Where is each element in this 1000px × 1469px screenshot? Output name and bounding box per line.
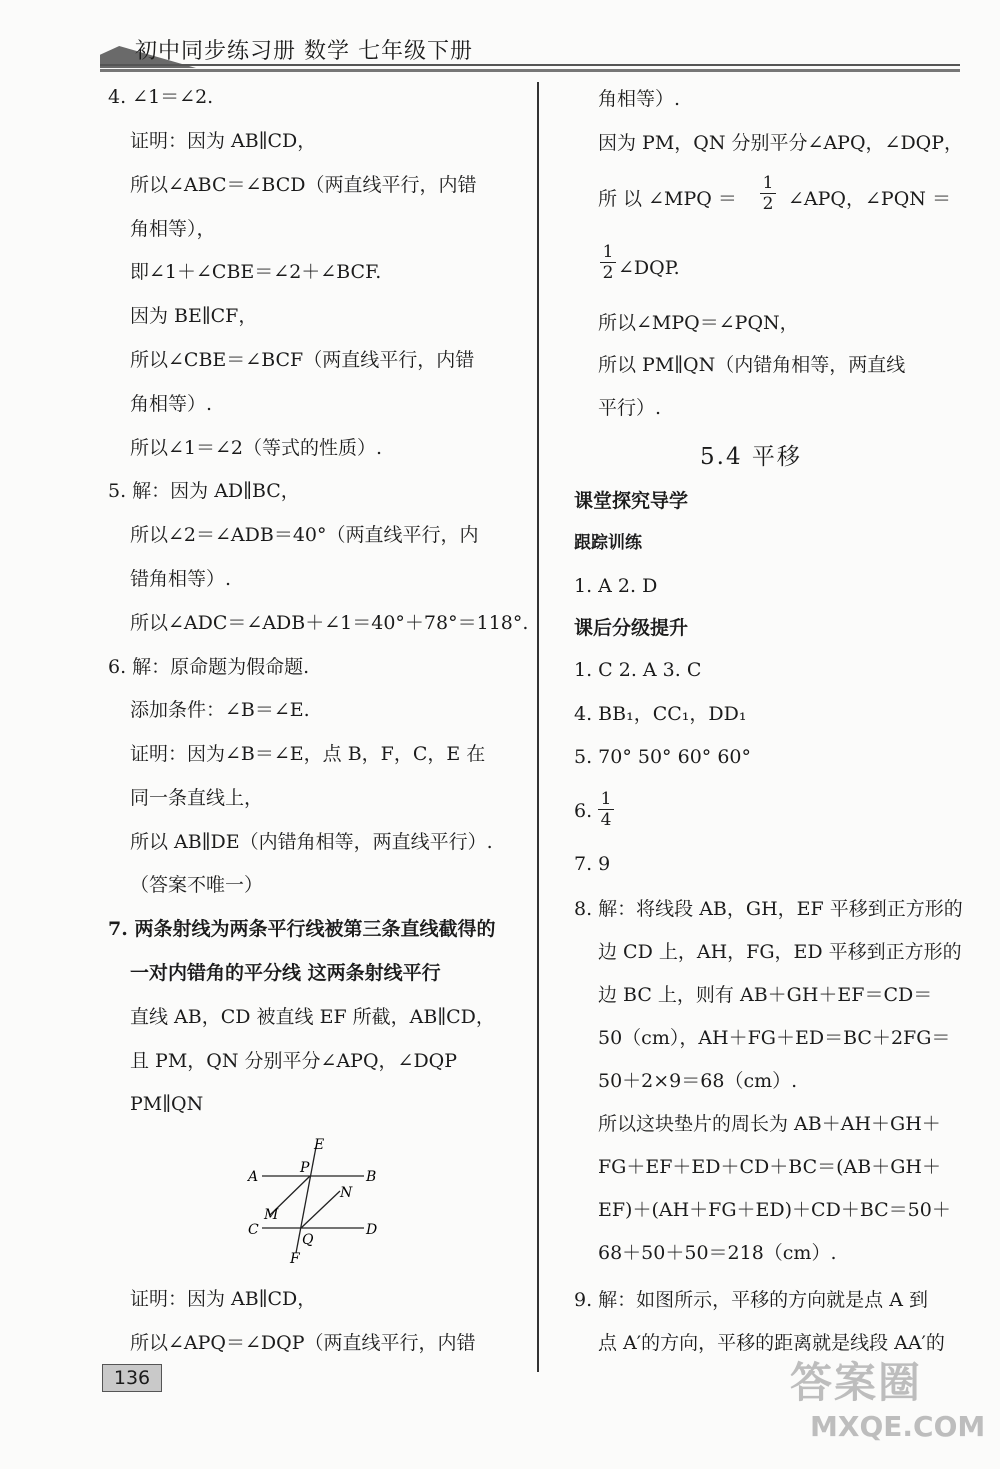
right-line: 所 以 ∠MPQ ＝ (598, 188, 737, 210)
right-line: 课后分级提升 (574, 617, 689, 639)
right-line: 4. BB₁，CC₁，DD₁ (574, 703, 747, 725)
left-line: 角相等）， (130, 218, 216, 240)
fraction-quarter: 1 4 (598, 790, 614, 829)
label-m: M (264, 1207, 279, 1223)
label-b: B (366, 1169, 377, 1185)
left-line: 所以 AB∥DE（内错角相等，两直线平行）. (130, 831, 493, 853)
left-line: 所以∠2＝∠ADB＝40°（两直线平行，内 (130, 524, 479, 546)
label-a: A (248, 1169, 259, 1185)
left-line: 5. 解：因为 AD∥BC， (108, 480, 300, 502)
header-rule (100, 64, 960, 72)
left-line: 且 PM，QN 分别平分∠APQ，∠DQP (130, 1050, 458, 1072)
left-line: 6. 解：原命题为假命题. (108, 656, 310, 678)
left-line: 角相等）. (130, 393, 213, 415)
right-line: 点 A′的方向，平移的距离就是线段 AA′的 (598, 1332, 945, 1354)
right-line: FG＋EF＋ED＋CD＋BC＝(AB＋GH＋ (598, 1156, 941, 1178)
right-line: 50＋2×9＝68（cm）. (598, 1070, 798, 1092)
right-line: 50（cm），AH＋FG＋ED＝BC＋2FG＝ (598, 1027, 951, 1049)
right-line: EF)＋(AH＋FG＋ED)＋CD＋BC＝50＋ (598, 1199, 951, 1221)
right-line: 6. (574, 800, 593, 822)
left-line: 同一条直线上， (130, 787, 264, 809)
right-line: 平行）. (598, 397, 662, 419)
watermark-logo: 答案圈 (790, 1358, 923, 1407)
right-line: 所以∠MPQ＝∠PQN， (598, 312, 799, 334)
right-line: 角相等）. (598, 88, 681, 110)
right-line: 1. A 2. D (574, 575, 658, 597)
fraction-half: 1 2 (600, 243, 616, 282)
left-line: 所以∠1＝∠2（等式的性质）. (130, 437, 383, 459)
left-line: 直线 AB，CD 被直线 EF 所截，AB∥CD， (130, 1006, 495, 1028)
column-divider (537, 82, 539, 1372)
label-n: N (340, 1185, 353, 1201)
right-line: 所以 PM∥QN（内错角相等，两直线 (598, 354, 906, 376)
label-d: D (366, 1222, 378, 1238)
label-q: Q (302, 1232, 314, 1248)
left-line: 即∠1＋∠CBE＝∠2＋∠BCF. (130, 261, 382, 283)
left-line: 证明：因为 AB∥CD， (130, 1288, 317, 1310)
left-line: 因为 BE∥CF， (130, 305, 258, 327)
left-line: 7. 两条射线为两条平行线被第三条直线截得的 (108, 918, 496, 940)
left-line: 所以∠ABC＝∠BCD（两直线平行，内错 (130, 174, 477, 196)
left-line: 所以∠APQ＝∠DQP（两直线平行，内错 (130, 1332, 476, 1354)
right-line: 边 CD 上，AH，FG，ED 平移到正方形的 (598, 941, 962, 963)
right-line: 68＋50＋50＝218（cm）. (598, 1242, 837, 1264)
left-line: 所以∠CBE＝∠BCF（两直线平行，内错 (130, 349, 475, 371)
label-e: E (314, 1137, 325, 1153)
right-line: ∠DQP. (618, 257, 680, 279)
left-line: 证明：因为∠B＝∠E，点 B，F，C，E 在 (130, 743, 486, 765)
geometry-figure (240, 1135, 390, 1265)
left-line: PM∥QN (130, 1093, 204, 1115)
section-title: 5.4 平移 (700, 444, 802, 470)
watermark (790, 1350, 990, 1460)
left-line: 一对内错角的平分线 这两条射线平行 (130, 962, 441, 984)
right-line: 5. 70° 50° 60° 60° (574, 746, 751, 768)
right-line: 边 BC 上，则有 AB＋GH＋EF＝CD＝ (598, 984, 933, 1006)
left-line: （答案不唯一） (130, 874, 264, 896)
book-title: 初中同步练习册 数学 七年级下册 (135, 39, 473, 64)
right-line: 课堂探究导学 (574, 490, 689, 512)
right-line: ∠APQ，∠PQN ＝ (788, 188, 951, 210)
watermark-url: MXQE.COM (810, 1410, 986, 1443)
right-line: 所以这块垫片的周长为 AB＋AH＋GH＋ (598, 1113, 941, 1135)
right-line: 8. 解：将线段 AB，GH，EF 平移到正方形的 (574, 898, 963, 920)
label-p: P (300, 1160, 310, 1176)
left-line: 添加条件：∠B＝∠E. (130, 699, 310, 721)
left-line: 错角相等）. (130, 568, 232, 590)
page-number: 136 (102, 1364, 162, 1392)
left-line: 4. ∠1＝∠2. (108, 86, 214, 108)
label-c: C (248, 1222, 259, 1238)
left-line: 所以∠ADC＝∠ADB＋∠1＝40°＋78°＝118°. (130, 612, 529, 634)
fraction-half: 1 2 (760, 174, 776, 213)
right-line: 9. 解：如图所示，平移的方向就是点 A 到 (574, 1289, 928, 1311)
right-line: 7. 9 (574, 853, 611, 875)
left-line: 证明：因为 AB∥CD， (130, 130, 317, 152)
right-line: 因为 PM，QN 分别平分∠APQ，∠DQP， (598, 132, 964, 154)
right-line: 跟踪训练 (574, 533, 642, 553)
page-header (100, 28, 960, 72)
label-f: F (290, 1251, 300, 1265)
right-line: 1. C 2. A 3. C (574, 659, 702, 681)
